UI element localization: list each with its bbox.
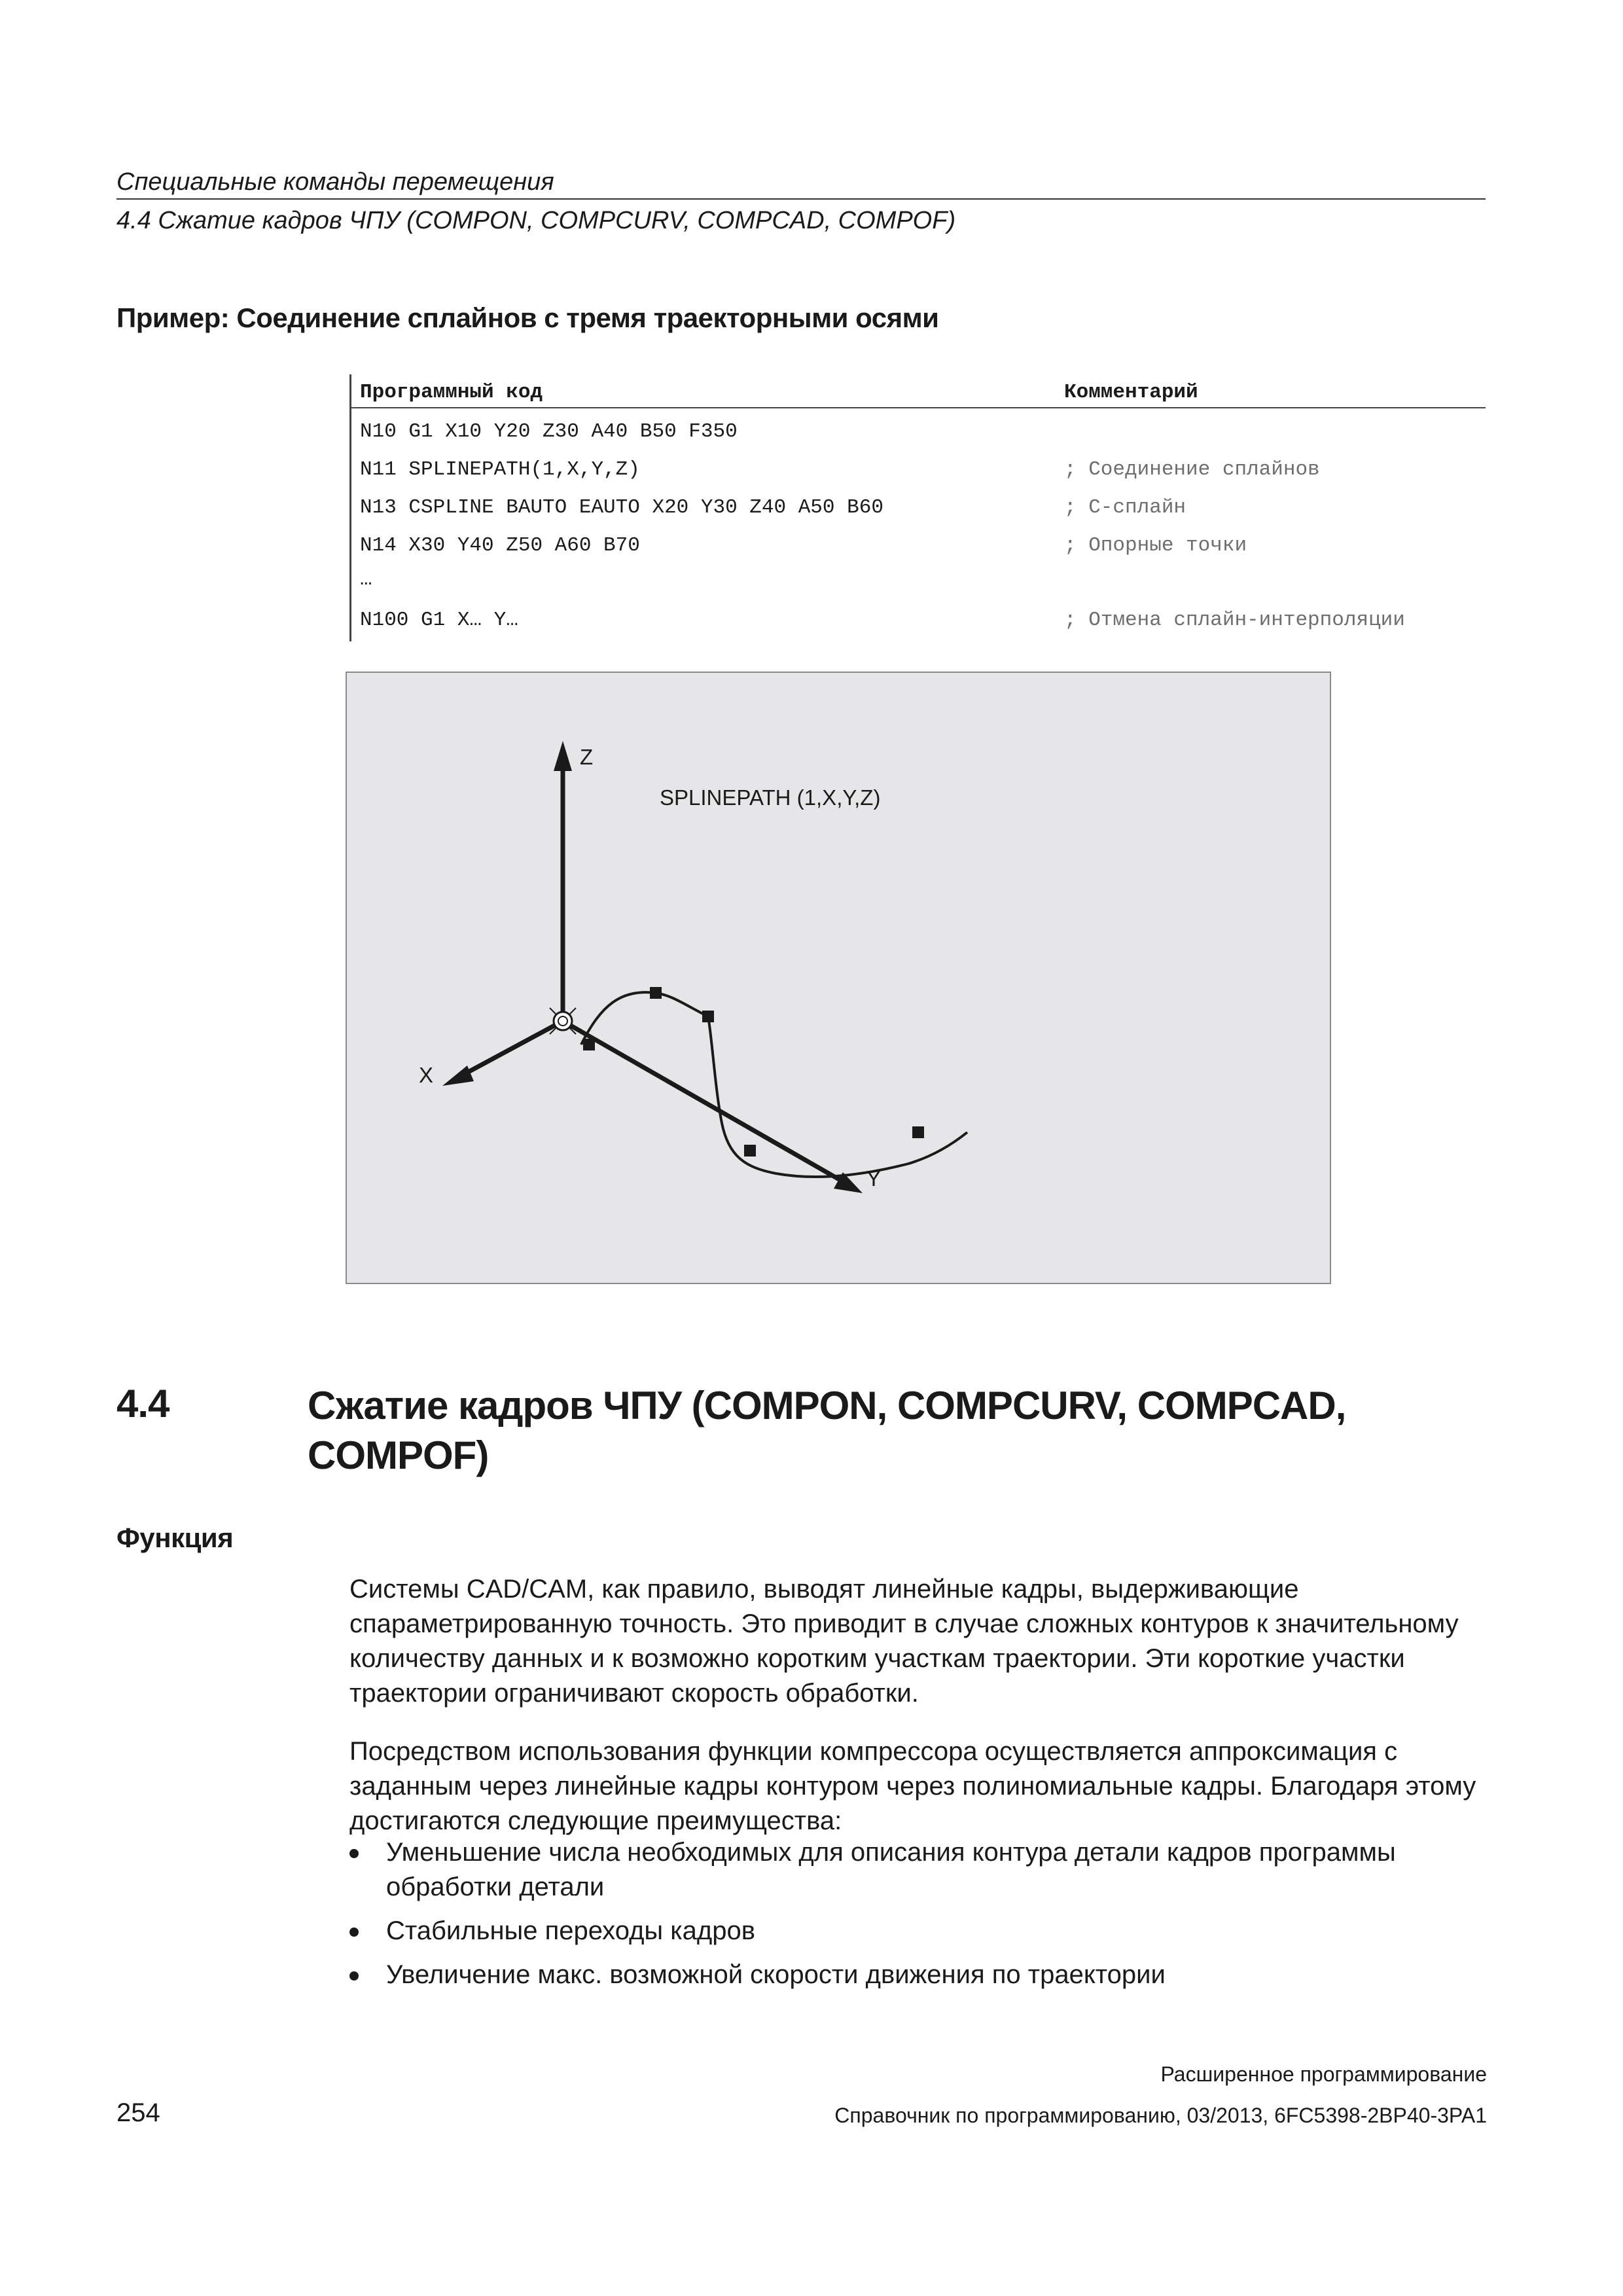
bullet-icon xyxy=(349,1849,359,1858)
list-item-text: Стабильные переходы кадров xyxy=(386,1916,755,1945)
code-cell: N100 G1 X… Y… xyxy=(360,609,518,632)
column-header-comment: Комментарий xyxy=(1064,381,1198,404)
figure-frame xyxy=(346,672,1330,1283)
running-header-section: 4.4 Сжатие кадров ЧПУ (COMPON, COMPCURV, COMPCAD, COMPOF) xyxy=(116,207,956,234)
support-point xyxy=(650,987,662,999)
table-row xyxy=(349,453,1486,491)
z-axis-label: Z xyxy=(580,745,594,769)
bullet-icon xyxy=(349,1971,359,1981)
column-header-code: Программный код xyxy=(360,381,543,404)
list-item xyxy=(349,1958,1488,1992)
table-header-rule xyxy=(349,407,1486,408)
origin-symbol xyxy=(550,1008,576,1034)
comment-cell: ; Опорные точки xyxy=(1064,534,1247,557)
table-row xyxy=(349,415,1486,453)
figure-caption: SPLINEPATH (1,X,Y,Z) xyxy=(660,785,881,810)
running-header-chapter: Специальные команды перемещения xyxy=(116,168,554,196)
header-rule xyxy=(116,198,1486,200)
bullet-icon xyxy=(349,1928,359,1937)
list-item-text: Увеличение макс. возможной скорости движения по траектории xyxy=(386,1960,1166,1989)
code-cell: … xyxy=(360,568,372,591)
y-axis-label: Y xyxy=(866,1166,882,1191)
list-item-text: Уменьшение числа необходимых для описания контура детали кадров программы обработки детали xyxy=(386,1838,1396,1901)
support-point xyxy=(583,1039,595,1050)
function-paragraph-1: Системы CAD/CAM, как правило, выводят линейные кадры, выдерживающие спараметрированную точность. Это приводит в случае сложных контуров к значительному количеству данных и к возможно коротким участкам траектории. Эти короткие участки траектории ограничивают скорость обработки. xyxy=(349,1575,1459,1708)
code-cell: N13 CSPLINE BAUTO EAUTO X20 Y30 Z40 A50 B60 xyxy=(360,496,883,519)
comment-cell: ; C-сплайн xyxy=(1064,496,1186,519)
list-item xyxy=(349,1835,1488,1905)
code-cell: N14 X30 Y40 Z50 A60 B70 xyxy=(360,534,640,557)
code-table xyxy=(349,374,1486,641)
footer-title: Расширенное программирование xyxy=(1160,2062,1487,2086)
table-row xyxy=(349,529,1486,567)
spline-figure xyxy=(346,672,1331,1284)
page-number: 254 xyxy=(116,2098,160,2127)
code-cell: N10 G1 X10 Y20 Z30 A40 B50 F350 xyxy=(360,420,738,443)
function-paragraph-2: Посредством использования функции компрессора осуществляется аппроксимация с заданным через линейные кадры контуром через полиномиальные кадры. Благодаря этому достигаются следующие преимущества: xyxy=(349,1737,1476,1835)
section-number: 4.4 xyxy=(116,1382,169,1426)
example-title: Пример: Соединение сплайнов с тремя траекторными осями xyxy=(116,302,939,333)
table-row xyxy=(349,563,1486,601)
table-row xyxy=(349,603,1486,641)
code-cell: N11 SPLINEPATH(1,X,Y,Z) xyxy=(360,458,640,481)
comment-cell: ; Соединение сплайнов xyxy=(1064,458,1320,481)
x-axis-label: X xyxy=(419,1063,434,1087)
support-point xyxy=(702,1011,714,1022)
table-row xyxy=(349,491,1486,529)
function-heading: Функция xyxy=(116,1522,234,1553)
list-item xyxy=(349,1914,1488,1948)
section-title: Сжатие кадров ЧПУ (COMPON, COMPCURV, COMPCAD, COMPOF) xyxy=(308,1384,1346,1477)
advantages-list xyxy=(349,1835,1488,2001)
comment-cell: ; Отмена сплайн-интерполяции xyxy=(1064,609,1405,632)
support-point xyxy=(744,1145,756,1157)
footer-reference: Справочник по программированию, 03/2013, 6FC5398-2BP40-3PA1 xyxy=(834,2104,1487,2127)
support-point xyxy=(912,1126,924,1138)
